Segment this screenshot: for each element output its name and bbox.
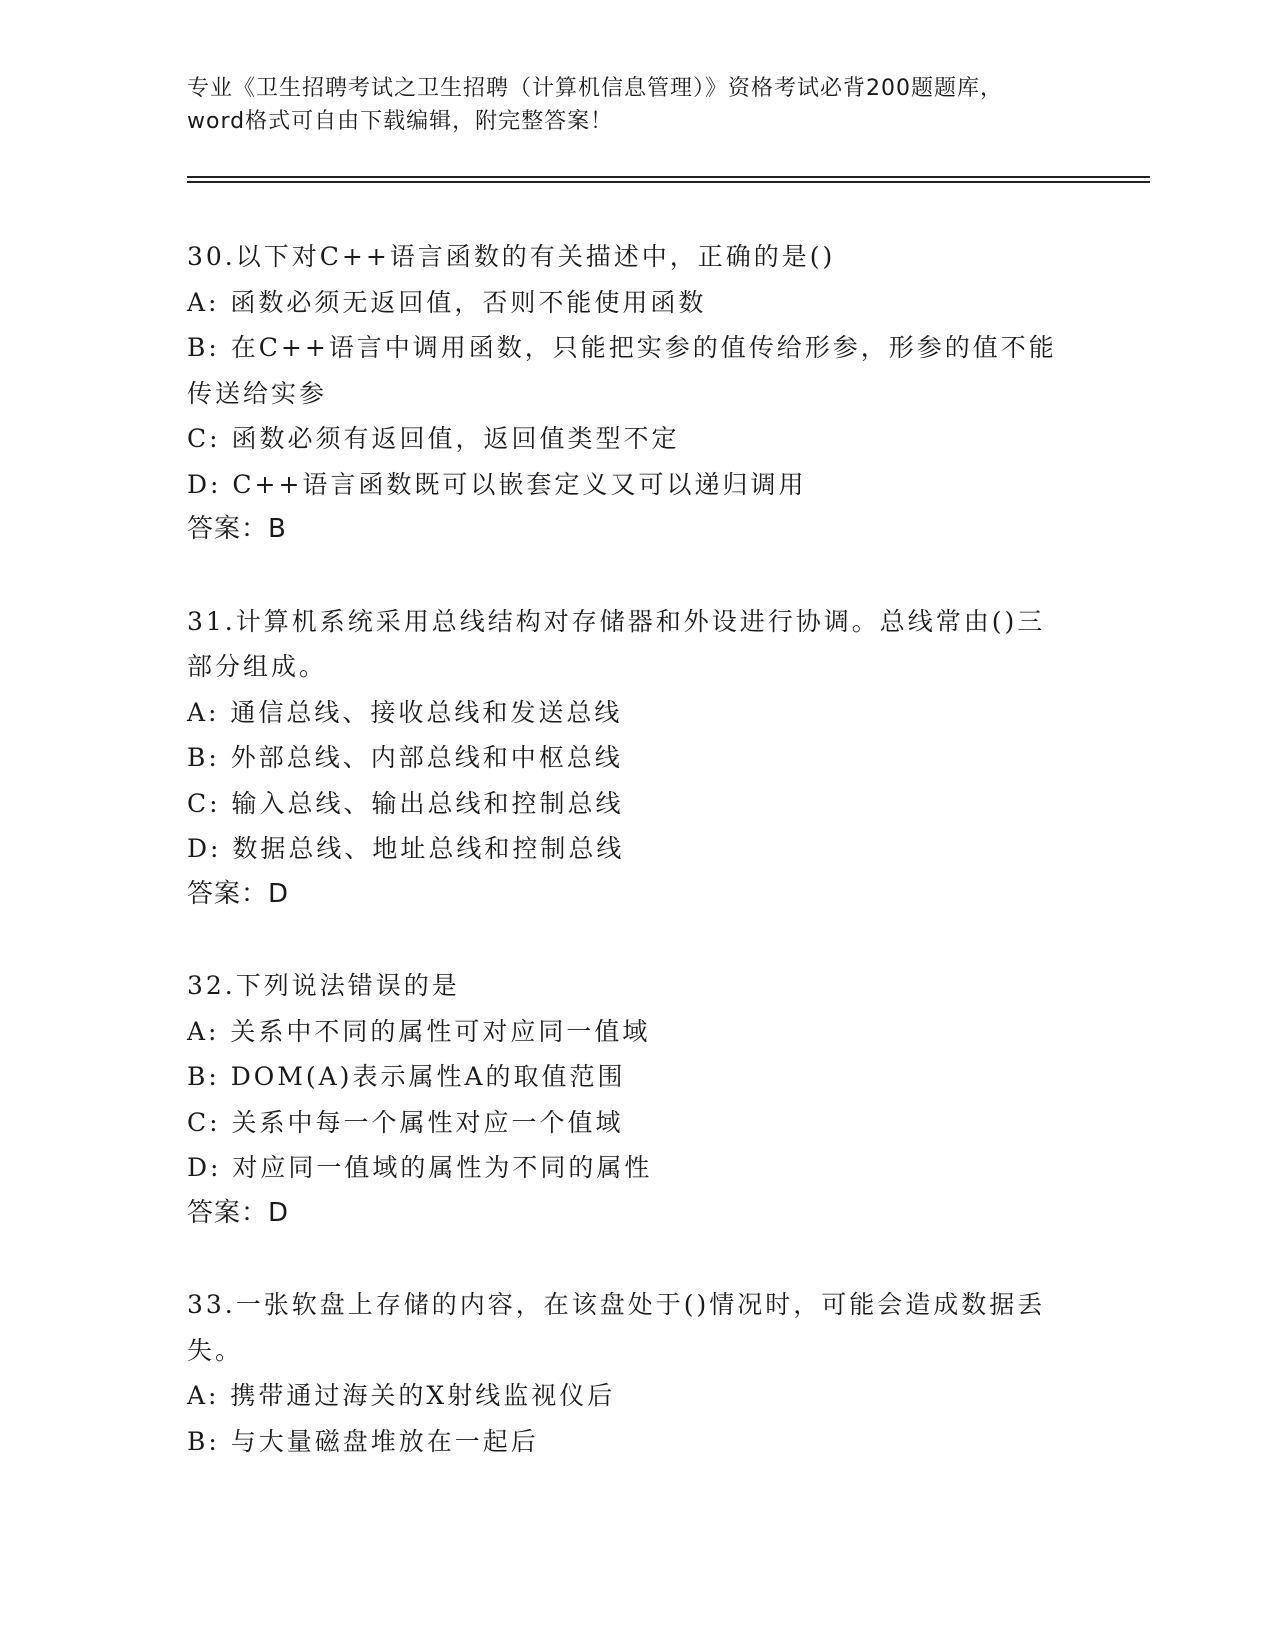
answer-option: A: 通信总线、接收总线和发送总线 bbox=[187, 697, 623, 727]
question-block bbox=[187, 599, 1067, 918]
header-line-2: word格式可自由下载编辑，附完整答案！ bbox=[187, 109, 614, 134]
header-line-1: 专业《卫生招聘考试之卫生招聘（计算机信息管理）》资格考试必背200题题库， bbox=[187, 76, 1003, 101]
question-block bbox=[187, 234, 1067, 553]
question-stem: 33.一张软盘上存储的内容，在该盘处于()情况时，可能会造成数据丢 bbox=[187, 1290, 1046, 1319]
answer-option: 传送给实参 bbox=[187, 378, 328, 408]
answer-option: B: 外部总线、内部总线和中枢总线 bbox=[187, 743, 623, 772]
document-header bbox=[187, 72, 1087, 138]
answer-key: 答案：D bbox=[187, 878, 290, 909]
answer-option: A: 关系中不同的属性可对应同一值域 bbox=[187, 1016, 651, 1046]
answer-option: C: 关系中每一个属性对应一个值域 bbox=[187, 1107, 624, 1137]
question-stem: 31.计算机系统采用总线结构对存储器和外设进行协调。总线常由()三 bbox=[187, 606, 1046, 636]
question-stem: 32.下列说法错误的是 bbox=[187, 971, 460, 1000]
answer-option: B: DOM(A)表示属性A的取值范围 bbox=[187, 1062, 626, 1091]
question-list bbox=[187, 234, 1067, 1510]
answer-option: A: 函数必须无返回值，否则不能使用函数 bbox=[187, 287, 707, 317]
answer-option: D: C++语言函数既可以嵌套定义又可以递归调用 bbox=[187, 469, 807, 499]
answer-option: D: 对应同一值域的属性为不同的属性 bbox=[187, 1153, 653, 1182]
question-stem: 30.以下对C++语言函数的有关描述中，正确的是() bbox=[187, 242, 836, 271]
answer-key: 答案：D bbox=[187, 1197, 290, 1228]
answer-key: 答案：B bbox=[187, 514, 287, 544]
header-divider-bottom bbox=[187, 181, 1150, 183]
answer-option: B: 与大量磁盘堆放在一起后 bbox=[187, 1426, 539, 1456]
header-divider-top bbox=[187, 176, 1150, 178]
question-block bbox=[187, 1282, 1067, 1464]
answer-option: D: 数据总线、地址总线和控制总线 bbox=[187, 834, 625, 863]
answer-option: C: 函数必须有返回值，返回值类型不定 bbox=[187, 424, 680, 453]
question-block bbox=[187, 963, 1067, 1236]
answer-option: C: 输入总线、输出总线和控制总线 bbox=[187, 788, 624, 818]
answer-option: B: 在C++语言中调用函数，只能把实参的值传给形参，形参的值不能 bbox=[187, 333, 1057, 362]
answer-option: A: 携带通过海关的X射线监视仪后 bbox=[187, 1381, 616, 1410]
question-stem: 失。 bbox=[187, 1335, 244, 1365]
question-stem: 部分组成。 bbox=[187, 652, 328, 681]
